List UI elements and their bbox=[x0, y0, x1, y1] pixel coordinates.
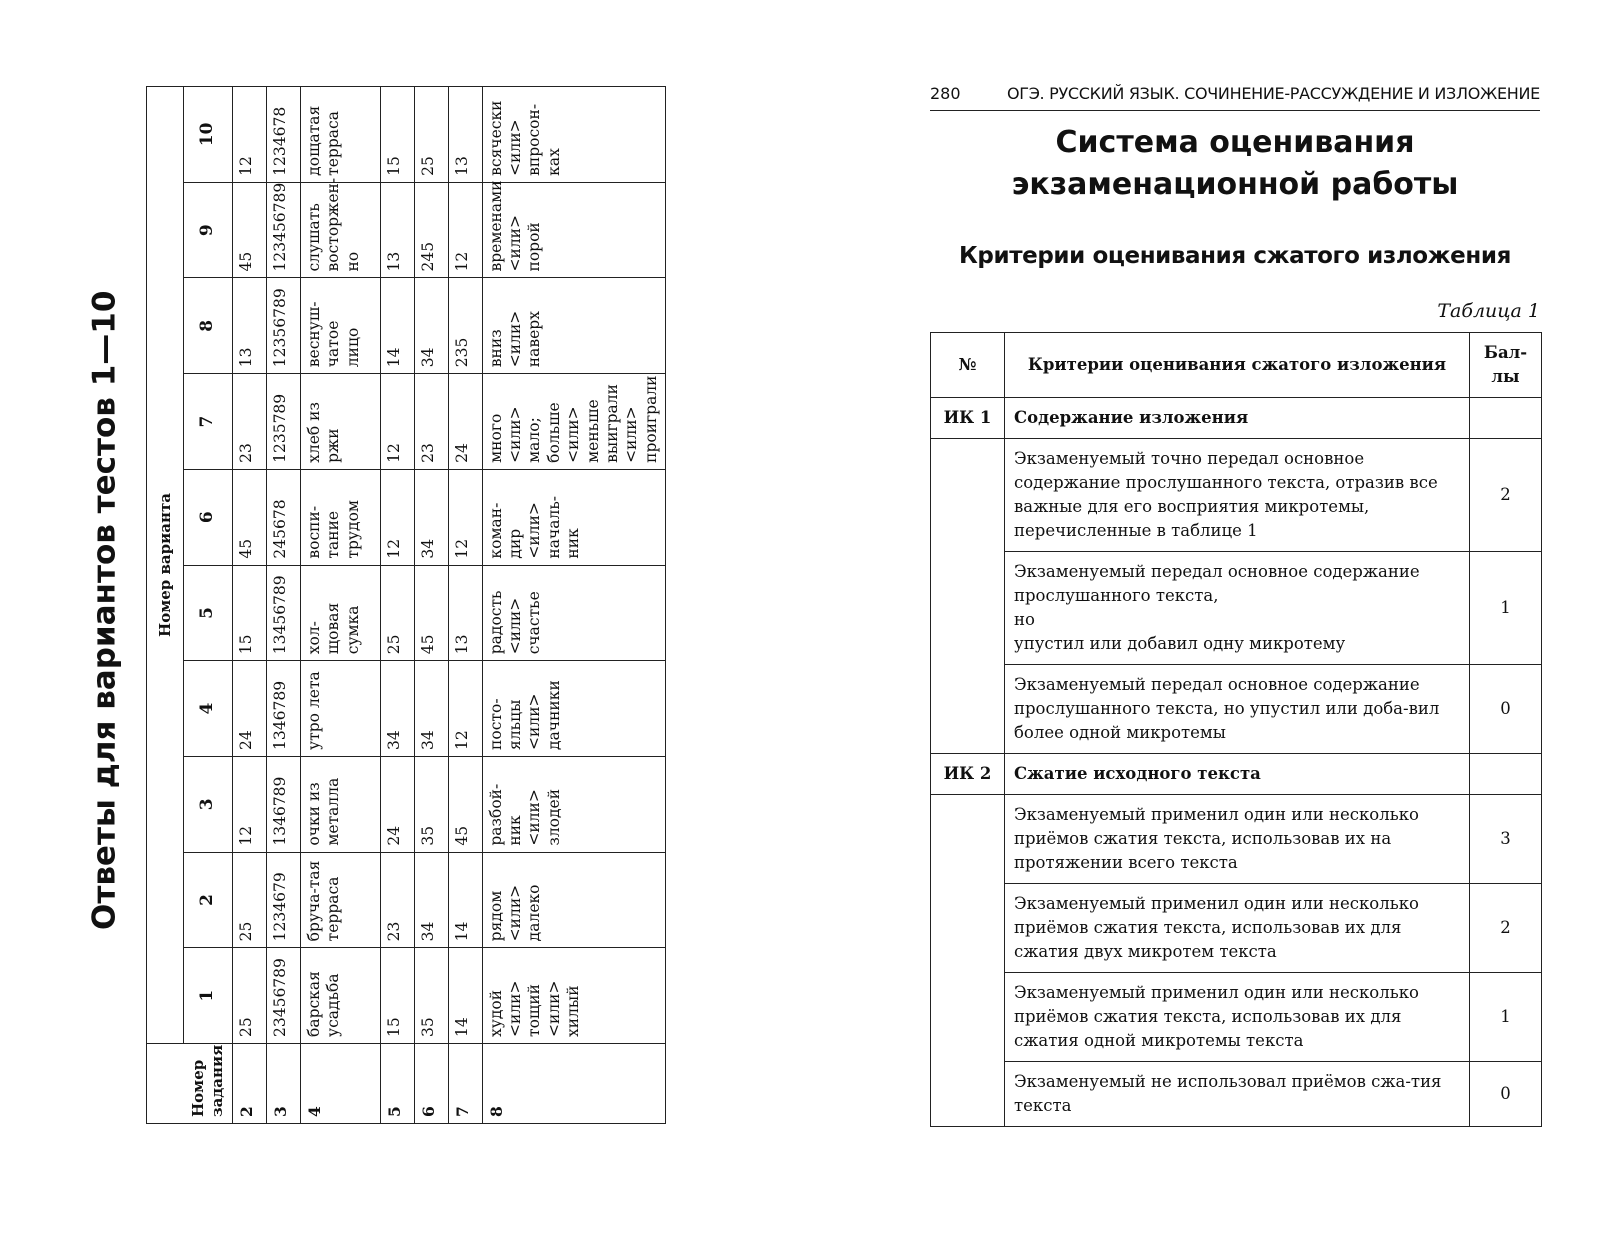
answers-row bbox=[482, 87, 665, 1124]
criteria-section-row bbox=[931, 754, 1542, 795]
answer-cell: 23456789 bbox=[266, 948, 300, 1044]
answer-cell: очки из металла bbox=[300, 756, 380, 852]
answer-cell: 14 bbox=[448, 948, 482, 1044]
page-number: 280 bbox=[930, 84, 961, 103]
answer-cell: 34 bbox=[414, 661, 448, 757]
answer-cell: 12 bbox=[233, 87, 267, 183]
variant-number-header: 1 bbox=[184, 948, 233, 1044]
answer-cell: 25 bbox=[233, 948, 267, 1044]
answer-cell: 13 bbox=[448, 565, 482, 661]
criterion-description: Экзаменуемый применил один или несколько приёмов сжатия текста, использовав их на протяжении всего текста bbox=[1005, 795, 1470, 884]
answer-cell: 235 bbox=[448, 278, 482, 374]
answers-row bbox=[380, 87, 414, 1124]
criterion-score-empty bbox=[1470, 754, 1542, 795]
task-number: 3 bbox=[266, 1044, 300, 1124]
answer-cell: много <или> мало; больше <или> меньше выиграли <или> проиграли bbox=[482, 374, 665, 470]
answer-cell: 24 bbox=[448, 374, 482, 470]
answer-cell: 1234678 bbox=[266, 87, 300, 183]
criterion-description: Экзаменуемый точно передал основное содержание прослушанного текста, отразив все важные для его восприятия микротемы, перечисленные в таблице 1 bbox=[1005, 439, 1470, 552]
answer-cell: 12 bbox=[380, 469, 414, 565]
task-number: 5 bbox=[380, 1044, 414, 1124]
criteria-table bbox=[930, 332, 1542, 1127]
answer-cell: 245678 bbox=[266, 469, 300, 565]
answer-cell: 1235789 bbox=[266, 374, 300, 470]
answer-cell: 45 bbox=[233, 469, 267, 565]
answer-cell: 14 bbox=[380, 278, 414, 374]
answer-cell: барская усадьба bbox=[300, 948, 380, 1044]
answer-cell: 45 bbox=[233, 182, 267, 278]
answer-cell: 12356789 bbox=[266, 278, 300, 374]
answer-cell: 1234679 bbox=[266, 852, 300, 948]
criterion-score: 1 bbox=[1470, 973, 1542, 1062]
criterion-score: 2 bbox=[1470, 439, 1542, 552]
answer-cell: 14 bbox=[448, 852, 482, 948]
variant-number-header: 8 bbox=[184, 278, 233, 374]
criteria-row bbox=[931, 795, 1542, 884]
answer-cell: посто-яльцы <или> дачники bbox=[482, 661, 665, 757]
answer-cell: 12 bbox=[448, 182, 482, 278]
task-number: 6 bbox=[414, 1044, 448, 1124]
criterion-id: ИК 1 bbox=[931, 398, 1005, 439]
criteria-row bbox=[931, 973, 1542, 1062]
criterion-description: Экзаменуемый передал основное содержание прослушанного текста, но упустил или доба-вил более одной микротемы bbox=[1005, 665, 1470, 754]
answer-cell: 123456789 bbox=[266, 182, 300, 278]
answer-cell: 15 bbox=[380, 87, 414, 183]
variant-number-header: 4 bbox=[184, 661, 233, 757]
answer-cell: 34 bbox=[414, 852, 448, 948]
answer-cell: 34 bbox=[414, 278, 448, 374]
answers-row bbox=[414, 87, 448, 1124]
page-title-line-2: экзаменационной работы bbox=[1011, 167, 1459, 202]
criteria-row bbox=[931, 1062, 1542, 1127]
answer-cell: 12 bbox=[448, 469, 482, 565]
variant-number-header: 10 bbox=[184, 87, 233, 183]
answer-cell: утро лета bbox=[300, 661, 380, 757]
criteria-header-criteria: Критерии оценивания сжатого изложения bbox=[1005, 333, 1470, 398]
answer-cell: 45 bbox=[414, 565, 448, 661]
answers-row bbox=[300, 87, 380, 1124]
answer-cell: слушать восторжен-но bbox=[300, 182, 380, 278]
task-number: 4 bbox=[300, 1044, 380, 1124]
answer-cell: бруча-тая терраса bbox=[300, 852, 380, 948]
running-head-text: ОГЭ. РУССКИЙ ЯЗЫК. СОЧИНЕНИЕ-РАССУЖДЕНИЕ И ИЗЛОЖЕНИЕ bbox=[1006, 84, 1540, 103]
left-page-title: Ответы для вариантов тестов 1—10 bbox=[86, 290, 123, 930]
answers-table bbox=[146, 86, 666, 1124]
answer-cell: 13456789 bbox=[266, 565, 300, 661]
answers-row bbox=[448, 87, 482, 1124]
answer-cell: 45 bbox=[448, 756, 482, 852]
answer-cell: 35 bbox=[414, 756, 448, 852]
answer-cell: временами <или> порой bbox=[482, 182, 665, 278]
answer-cell: хол-щовая сумка bbox=[300, 565, 380, 661]
answer-cell: веснуш-чатое лицо bbox=[300, 278, 380, 374]
running-head bbox=[930, 82, 1540, 111]
answer-cell: 13 bbox=[233, 278, 267, 374]
task-number: 2 bbox=[233, 1044, 267, 1124]
criterion-description: Экзаменуемый передал основное содержание прослушанного текста, но упустил или добавил одну микротему bbox=[1005, 552, 1470, 665]
answer-cell: 24 bbox=[380, 756, 414, 852]
page-title-line-1: Система оценивания bbox=[1055, 125, 1415, 160]
answer-cell: 1346789 bbox=[266, 661, 300, 757]
answer-cell: воспи-тание трудом bbox=[300, 469, 380, 565]
answer-cell: 23 bbox=[380, 852, 414, 948]
criterion-score: 0 bbox=[1470, 665, 1542, 754]
answer-cell: радость <или> счастье bbox=[482, 565, 665, 661]
variant-number-header: 9 bbox=[184, 182, 233, 278]
criterion-title: Содержание изложения bbox=[1005, 398, 1470, 439]
criteria-row bbox=[931, 884, 1542, 973]
criterion-id-spacer bbox=[931, 439, 1005, 754]
criterion-description: Экзаменуемый не использовал приёмов сжа-тия текста bbox=[1005, 1062, 1470, 1127]
variant-number-header: 5 bbox=[184, 565, 233, 661]
answer-cell: 15 bbox=[380, 948, 414, 1044]
answer-cell: рядом <или> далеко bbox=[482, 852, 665, 948]
answers-table-wrapper bbox=[146, 86, 666, 1124]
answer-cell: 25 bbox=[414, 87, 448, 183]
criterion-id-spacer bbox=[931, 795, 1005, 1127]
answers-row bbox=[233, 87, 267, 1124]
answer-cell: хлеб из ржи bbox=[300, 374, 380, 470]
answer-cell: 15 bbox=[233, 565, 267, 661]
variant-number-header: 7 bbox=[184, 374, 233, 470]
answer-cell: 13 bbox=[380, 182, 414, 278]
answer-cell: дощатая терраса bbox=[300, 87, 380, 183]
answer-cell: 34 bbox=[380, 661, 414, 757]
answer-cell: 12 bbox=[233, 756, 267, 852]
variant-number-header: 3 bbox=[184, 756, 233, 852]
criterion-title: Сжатие исходного текста bbox=[1005, 754, 1470, 795]
criteria-row bbox=[931, 665, 1542, 754]
answer-cell: 35 bbox=[414, 948, 448, 1044]
criterion-id: ИК 2 bbox=[931, 754, 1005, 795]
criterion-score: 2 bbox=[1470, 884, 1542, 973]
answer-cell: вниз <или> наверх bbox=[482, 278, 665, 374]
answer-cell: всячески <или> впросон-ках bbox=[482, 87, 665, 183]
criterion-description: Экзаменуемый применил один или несколько приёмов сжатия текста, использовав их для сжатия двух микротем текста bbox=[1005, 884, 1470, 973]
answer-cell: 25 bbox=[380, 565, 414, 661]
variant-number-header: 2 bbox=[184, 852, 233, 948]
criterion-description: Экзаменуемый применил один или несколько приёмов сжатия текста, использовав их для сжатия одной микротемы текста bbox=[1005, 973, 1470, 1062]
criteria-section-row bbox=[931, 398, 1542, 439]
criteria-row bbox=[931, 439, 1542, 552]
answers-table-corner bbox=[147, 1044, 184, 1124]
answer-cell: 12 bbox=[380, 374, 414, 470]
task-number: 7 bbox=[448, 1044, 482, 1124]
answers-table-corner-lower: Номер задания bbox=[184, 1044, 233, 1124]
variant-number-header: 6 bbox=[184, 469, 233, 565]
answer-cell: 1346789 bbox=[266, 756, 300, 852]
criterion-score-empty bbox=[1470, 398, 1542, 439]
answer-cell: коман-дир <или> началь-ник bbox=[482, 469, 665, 565]
page-title bbox=[930, 122, 1540, 206]
answer-cell: 34 bbox=[414, 469, 448, 565]
criteria-row bbox=[931, 552, 1542, 665]
criterion-score: 3 bbox=[1470, 795, 1542, 884]
variant-group-header: Номер варианта bbox=[147, 87, 184, 1044]
answer-cell: 245 bbox=[414, 182, 448, 278]
answer-cell: 13 bbox=[448, 87, 482, 183]
answer-cell: 25 bbox=[233, 852, 267, 948]
answer-cell: разбой-ник <или> злодей bbox=[482, 756, 665, 852]
answer-cell: 23 bbox=[233, 374, 267, 470]
answers-row bbox=[266, 87, 300, 1124]
criterion-score: 1 bbox=[1470, 552, 1542, 665]
answer-cell: 24 bbox=[233, 661, 267, 757]
answer-cell: худой <или> тощий <или> хилый bbox=[482, 948, 665, 1044]
section-subtitle: Критерии оценивания сжатого изложения bbox=[959, 243, 1511, 269]
answer-cell: 23 bbox=[414, 374, 448, 470]
answer-cell: 12 bbox=[448, 661, 482, 757]
criteria-header-num: № bbox=[931, 333, 1005, 398]
criterion-score: 0 bbox=[1470, 1062, 1542, 1127]
task-number: 8 bbox=[482, 1044, 665, 1124]
table-caption: Таблица 1 bbox=[1437, 300, 1540, 322]
criteria-header-score: Бал-лы bbox=[1470, 333, 1542, 398]
